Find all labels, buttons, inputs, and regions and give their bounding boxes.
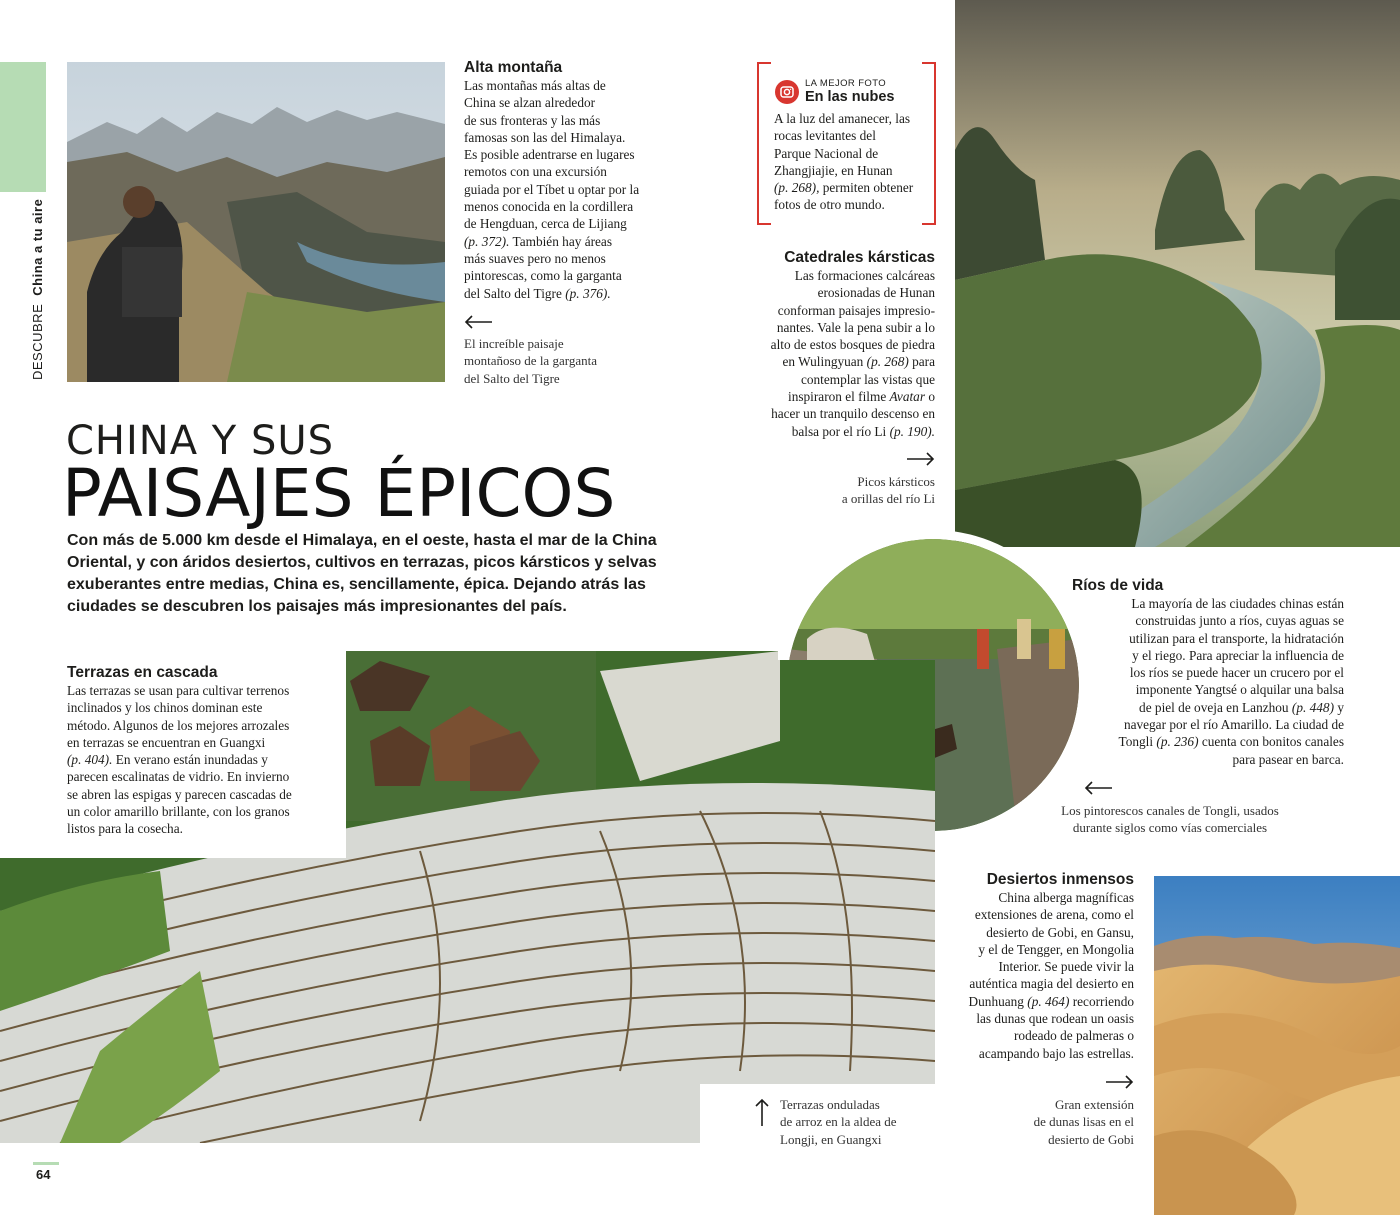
section-tab (0, 62, 46, 192)
text-line: Zhangjiajie, en Hunan (774, 162, 893, 178)
caption-line: Longji, en Guangxi (780, 1131, 882, 1147)
text-line (740, 388, 935, 405)
text-line (1082, 733, 1344, 750)
karst-river-photo (955, 0, 1400, 547)
text-line: erosionadas de Hunan (817, 285, 935, 301)
mountain-hiker-photo (67, 62, 445, 382)
text-line: para pasear en barca. (1232, 751, 1344, 767)
caption-line: a orillas del río Li (841, 491, 935, 507)
intro-paragraph: Con más de 5.000 km desde el Himalaya, en el oeste, hasta el mar de la China Oriental, y con áridos desiertos, cultivos en terrazas, picos kársticos y selvas exuberantes entre medias, China es, sencillamente, épica. Dejando atrás las ciudades se descubren los paisajes más impresionantes del país. (67, 532, 657, 615)
caption-line: Gran extensión (1054, 1097, 1134, 1112)
text-span: para (908, 354, 935, 370)
caption-line: El increíble paisaje (464, 336, 564, 351)
alta-montana-caption (464, 335, 664, 387)
text-span: En verano están inundadas y (112, 752, 268, 768)
text-line: navegar por el río Amarillo. La ciudad de (1123, 717, 1344, 733)
text-line: y el de Tengger, en Mongolia (978, 941, 1134, 957)
text-line: alto de estos bosques de piedra (770, 337, 935, 353)
text-line (774, 179, 934, 196)
terrazas-text (67, 682, 337, 838)
arrow-left-icon (1084, 781, 1114, 795)
text-line: en terrazas se encuentran en Guangxi (67, 734, 266, 750)
text-span: inspiraron el filme (788, 389, 890, 405)
text-line: La mayoría de las ciudades chinas están (1131, 596, 1344, 611)
text-line (740, 353, 935, 370)
best-photo-heading: En las nubes (805, 89, 895, 105)
text-line: hacer un tranquilo descenso en (771, 406, 935, 422)
text-line: Las montañas más altas de (464, 78, 606, 93)
text-line: pintorescas, como la garganta (464, 268, 622, 284)
desiertos-caption (1000, 1096, 1134, 1148)
terrazas-block (67, 663, 337, 838)
caption-line: Los pintorescos canales de Tongli, usados (1061, 803, 1279, 818)
text-line (1082, 699, 1344, 716)
gobi-desert-photo (1154, 876, 1400, 1215)
section-label-descubre: DESCUBRE (30, 303, 45, 380)
text-line: remotos con una excursión (464, 164, 607, 180)
text-span: del Salto del Tigre (464, 285, 566, 301)
text-line: Es posible adentrarse en lugares (464, 147, 635, 163)
text-span: También hay áreas (509, 233, 613, 249)
text-span: permiten obtener (819, 180, 914, 196)
best-photo-kicker: LA MEJOR FOTO (805, 78, 887, 89)
page-ref: (p. 376). (565, 285, 611, 301)
text-line: rodeado de palmeras o (1014, 1028, 1134, 1044)
text-line: más suaves pero no menos (464, 250, 606, 266)
rios-heading: Ríos de vida (1072, 577, 1164, 594)
caption-line: del Salto del Tigre (464, 370, 560, 386)
text-line: y el riego. Para apreciar la influencia de (1132, 647, 1344, 663)
rios-caption (1040, 802, 1300, 837)
text-line (67, 751, 337, 768)
film-title: Avatar (889, 389, 926, 405)
page-number: 64 (36, 1167, 51, 1182)
page-title-line2: PAISAJES ÉPICOS (62, 455, 616, 532)
best-photo-box (757, 62, 936, 225)
text-span: balsa por el río Li (791, 423, 890, 439)
catedrales-text (740, 267, 935, 440)
page-ref: (p. 268) (866, 354, 909, 370)
text-span: de piel de oveja en Lanzhou (1139, 699, 1292, 715)
text-line: desierto de Gobi, en Gansu, (986, 924, 1134, 940)
best-photo-text (774, 110, 934, 214)
text-line: acampando bajo las estrellas. (978, 1045, 1134, 1061)
page-number-bar (33, 1162, 59, 1165)
page-ref: (p. 448) (1291, 699, 1335, 715)
text-span: y (1334, 699, 1344, 715)
alta-montana-heading: Alta montaña (464, 59, 563, 76)
page-ref: (p. 464) (1027, 993, 1070, 1009)
page-ref: (p. 404). (67, 752, 113, 768)
text-line (935, 993, 1134, 1010)
text-span: recorriendo (1069, 993, 1134, 1009)
text-line (740, 423, 935, 440)
text-span: cuenta con bonitos canales (1198, 734, 1344, 750)
page-ref: (p. 372). (464, 233, 510, 249)
page-ref: (p. 236) (1156, 734, 1199, 750)
desiertos-block (935, 870, 1134, 1062)
section-label-china: China a tu aire (30, 198, 45, 296)
caption-line: montañoso de la garganta (464, 353, 597, 369)
desiertos-text (935, 889, 1134, 1062)
text-line: China se alzan alrededor (464, 95, 596, 111)
text-line: utilizan para el transporte, la hidratación (1129, 630, 1344, 646)
catedrales-block (740, 248, 935, 440)
rios-block (1072, 576, 1344, 768)
text-line: conforman paisajes impresio- (777, 302, 935, 318)
alta-montana-text (464, 77, 664, 302)
text-line: rocas levitantes del (774, 128, 876, 144)
terrazas-caption (780, 1096, 930, 1148)
text-line: Las formaciones calcáreas (794, 268, 935, 283)
text-line: auténtica magia del desierto en (969, 976, 1134, 992)
text-span: o (925, 389, 935, 405)
alta-montana-block (464, 58, 664, 302)
arrow-left-icon (464, 315, 494, 329)
text-line: imponente Yangtsé o alquilar una balsa (1135, 682, 1344, 698)
text-line: las dunas que rodean un oasis (976, 1011, 1134, 1027)
text-line: contemplar las vistas que (800, 371, 935, 387)
text-line: de Hengduan, cerca de Lijiang (464, 216, 627, 232)
caption-line: de dunas lisas en el (1033, 1114, 1134, 1130)
text-line: inclinados y los chinos dominan este (67, 700, 263, 716)
camera-icon (775, 80, 799, 104)
caption-line: Terrazas onduladas (780, 1097, 880, 1112)
text-span: en Wulingyuan (782, 354, 867, 370)
text-line: Interior. Se puede vivir la (998, 959, 1134, 975)
text-line: Parque Nacional de (774, 145, 879, 161)
text-span: Dunhuang (968, 993, 1028, 1009)
desiertos-heading: Desiertos inmensos (986, 871, 1134, 888)
page-title-line1: CHINA Y SUS (66, 418, 335, 464)
text-line: nantes. Vale la pena subir a lo (776, 319, 935, 335)
arrow-right-icon (1104, 1075, 1134, 1089)
text-line: extensiones de arena, como el (974, 907, 1134, 923)
caption-line: de arroz en la aldea de (780, 1114, 897, 1130)
page-ref: (p. 190). (889, 423, 935, 439)
caption-line: desierto de Gobi (1048, 1131, 1134, 1147)
text-line: construidas junto a ríos, cuyas aguas se (1135, 613, 1344, 629)
text-line (464, 233, 664, 250)
arrow-up-icon (755, 1098, 769, 1128)
text-line: fotos de otro mundo. (774, 197, 885, 213)
text-line: de sus fronteras y las más (464, 112, 601, 128)
text-line: parecen escalinatas de vidrio. En invierno (67, 769, 290, 785)
terrazas-heading: Terrazas en cascada (67, 664, 218, 681)
section-label (30, 199, 45, 380)
catedrales-caption (760, 473, 935, 508)
text-line: A la luz del amanecer, las (774, 111, 911, 126)
text-span: Tongli (1118, 734, 1157, 750)
text-line: un color amarillo brillante, con los granos (67, 804, 290, 820)
catedrales-heading: Catedrales kársticas (784, 249, 935, 266)
text-line: guiada por el Tíbet u optar por la (464, 181, 640, 197)
caption-line: durante siglos como vías comerciales (1072, 820, 1268, 836)
page-ref: (p. 268), (774, 180, 820, 196)
text-line: se abren las espigas y parecen cascadas de (67, 786, 292, 802)
text-line: China alberga magníficas (998, 890, 1134, 905)
text-line: Las terrazas se usan para cultivar terrenos (67, 683, 290, 698)
text-line: listos para la cosecha. (67, 821, 183, 837)
text-line: método. Algunos de los mejores arrozales (67, 717, 290, 733)
rios-text (1082, 595, 1344, 768)
caption-line: Picos kársticos (857, 474, 935, 489)
text-line: famosas son las del Himalaya. (464, 129, 626, 145)
arrow-right-icon (905, 452, 935, 466)
text-line: menos conocida en la cordillera (464, 199, 634, 215)
text-line (464, 285, 664, 302)
text-line: los ríos se puede hacer un crucero por el (1129, 665, 1344, 681)
